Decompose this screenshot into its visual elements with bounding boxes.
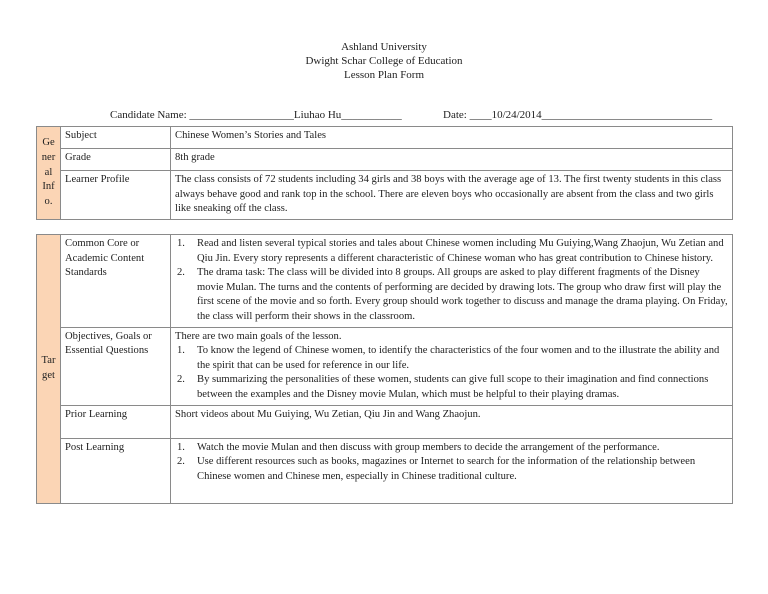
list-item: 1. Watch the movie Mulan and then discuss with group members to decide the arrangement of the performance. <box>177 441 660 453</box>
standards-label: Common Core or Academic Content Standards <box>61 235 171 328</box>
candidate-name-field: Candidate Name: ___________________Liuhao Hu___________ <box>110 109 402 121</box>
post-learning-label: Post Learning <box>61 438 171 503</box>
list-item: 2. Use different resources such as books, magazines or Internet to search for the information of the relationship between Chinese women and Chinese men, especially in Chinese traditional culture. <box>177 456 696 482</box>
date-field: Date: ____10/24/2014_______________________________ <box>443 109 713 121</box>
objectives-intro: There are two main goals of the lesson. <box>175 330 342 342</box>
prior-learning-label: Prior Learning <box>61 405 171 438</box>
subject-row <box>37 127 733 149</box>
general-info-table <box>36 126 733 220</box>
grade-label: Grade <box>61 149 171 171</box>
list-item: 1. Read and listen several typical stories and tales about Chinese women including Mu Guiying,Wang Zhaojun, Wu Zetian and Qiu Jin. Every story represents a different characteristic of Chinese woman who has great contribution to Chinese history. <box>177 238 724 264</box>
prior-learning-value: Short videos about Mu Guiying, Wu Zetian, Qiu Jin and Wang Zhaojun. <box>171 405 733 438</box>
subject-label: Subject <box>61 127 171 149</box>
college-name: Dwight Schar College of Education <box>305 55 463 67</box>
subject-value: Chinese Women’s Stories and Tales <box>171 127 733 149</box>
target-side-label: Tar get <box>37 235 61 504</box>
objectives-content <box>171 327 733 405</box>
institution-name: Ashland University <box>341 41 427 53</box>
standards-list <box>175 237 728 325</box>
prior-learning-row <box>37 405 733 438</box>
form-title: Lesson Plan Form <box>343 69 425 81</box>
learner-profile-value: The class consists of 72 students including 34 girls and 38 boys with the average age of 13. The first twenty students in this class always behave good and rank top in the school. There are eleven boys who occasionally are absent from the class and two girls like sneaking off the class. <box>171 171 733 220</box>
general-info-side-label: Ge ner al Inf o. <box>37 127 61 220</box>
list-item: 1. To know the legend of Chinese women, to identify the characteristics of the four women and to the illustrate the ability and the spirit that can be used for reference in our life. <box>177 345 720 371</box>
objectives-label: Objectives, Goals or Essential Questions <box>61 327 171 405</box>
learner-profile-row <box>37 171 733 220</box>
target-table <box>36 234 733 504</box>
standards-row <box>37 235 733 328</box>
objectives-list <box>175 344 728 402</box>
learner-profile-label: Learner Profile <box>61 171 171 220</box>
post-learning-content <box>171 438 733 503</box>
list-item: 2. The drama task: The class will be divided into 8 groups. All groups are asked to play different fragments of the Disney movie Mulan. The turns and the contents of performing are decided by drawing lots. The group who draw first will play the first scene of the movie and so forth. Every group should work together to discuss and manage the drama playing. On Friday, the class will perform their shows in the classroom. <box>177 267 728 322</box>
objectives-row <box>37 327 733 405</box>
post-learning-row <box>37 438 733 503</box>
grade-row <box>37 149 733 171</box>
standards-content <box>171 235 733 328</box>
grade-value: 8th grade <box>171 149 733 171</box>
post-learning-list <box>175 441 728 485</box>
list-item: 2. By summarizing the personalities of these women, students can give full scope to their imagination and find connections between the examples and the Disney movie Mulan, which must be helpful to their playing dramas. <box>177 374 709 400</box>
